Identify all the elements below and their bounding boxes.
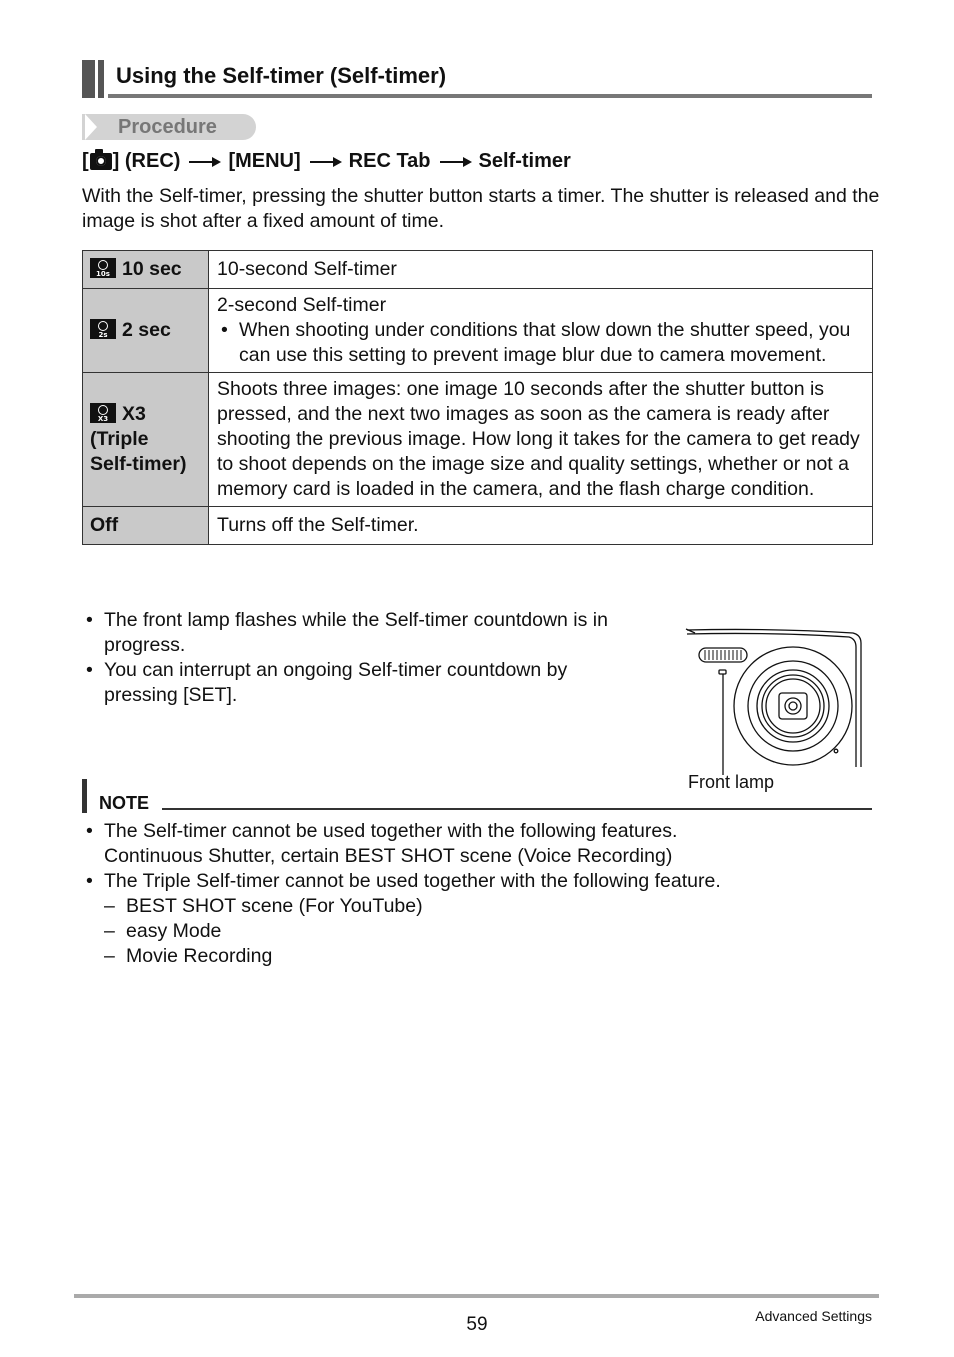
table-row	[83, 507, 873, 545]
section-header	[82, 60, 872, 98]
front-lamp-label: Front lamp	[688, 772, 775, 792]
arrow-right-icon	[440, 161, 470, 163]
camera-front-illustration	[683, 625, 863, 775]
setting-description: 2-second Self-timer • When shooting under conditions that slow down the shutter speed, you can use this setting to prevent image blur due to camera movement.	[209, 289, 873, 373]
footer-rule	[74, 1294, 879, 1298]
path-menu: [MENU]	[228, 150, 301, 172]
setting-description: 10-second Self-timer	[209, 251, 873, 289]
arrow-right-icon	[189, 161, 219, 163]
setting-key: X3 X3 (Triple Self-timer)	[83, 373, 209, 507]
sub-list-item: – easy Mode	[104, 919, 876, 944]
self-timer-settings-table	[82, 250, 873, 545]
setting-description: Shoots three images: one image 10 seconds after the shutter button is pressed, and the next two images as soon as the camera is ready after shooting the previous image. How long it takes for the camera to get ready to shoot depends on the image size and quality settings, whether or not a memory card is loaded in the camera, and the flash charge condition.	[209, 373, 873, 507]
list-item: • The Triple Self-timer cannot be used together with the following feature. – BEST SHOT scene (For YouTube) – easy Mode – Movie Recording	[86, 869, 876, 969]
self-timer-2s-icon: 2s	[90, 319, 116, 339]
note-header	[82, 779, 872, 813]
path-bracket: [	[82, 150, 89, 172]
setting-key: Off	[83, 507, 209, 545]
path-rec: ] (REC)	[112, 150, 181, 172]
path-target: Self-timer	[478, 150, 571, 172]
menu-path	[82, 150, 571, 173]
sub-list-item: – BEST SHOT scene (For YouTube)	[104, 894, 876, 919]
setting-description: Turns off the Self-timer.	[209, 507, 873, 545]
note-list	[86, 819, 876, 969]
arrow-right-icon	[310, 161, 340, 163]
table-row	[83, 373, 873, 507]
usage-notes	[86, 608, 616, 708]
table-row	[83, 251, 873, 289]
table-bullet: • When shooting under conditions that slow down the shutter speed, you can use this setting to prevent image blur due to camera movement.	[217, 318, 864, 368]
self-timer-triple-icon: X3	[90, 403, 116, 423]
section-title: Using the Self-timer (Self-timer)	[116, 63, 447, 88]
camera-icon	[90, 153, 112, 170]
header-underline	[108, 94, 872, 98]
header-bar-thick	[82, 60, 95, 98]
procedure-tag	[82, 114, 256, 140]
intro-paragraph: With the Self-timer, pressing the shutter button starts a timer. The shutter is released and the image is shot after a fixed amount of time.	[82, 185, 880, 232]
table-row	[83, 289, 873, 373]
procedure-label: Procedure	[118, 116, 217, 138]
setting-key: 2s 2 sec	[83, 289, 209, 373]
sub-list-item: – Movie Recording	[104, 944, 876, 969]
self-timer-10s-icon: 10s	[90, 258, 116, 278]
setting-key: 10s 10 sec	[83, 251, 209, 289]
chevron-right-icon	[85, 114, 97, 140]
list-item: • You can interrupt an ongoing Self-timer countdown by pressing [SET].	[86, 658, 616, 708]
list-item: • The front lamp flashes while the Self-timer countdown is in progress.	[86, 608, 616, 658]
header-bar-thin	[98, 60, 104, 98]
path-tab: REC Tab	[348, 150, 431, 172]
list-item: • The Self-timer cannot be used together with the following features. Continuous Shutter, certain BEST SHOT scene (Voice Recording)	[86, 819, 876, 869]
page-number: 59	[466, 1314, 488, 1335]
note-heading: NOTE	[99, 793, 150, 813]
footer-section-name: Advanced Settings	[755, 1308, 872, 1324]
